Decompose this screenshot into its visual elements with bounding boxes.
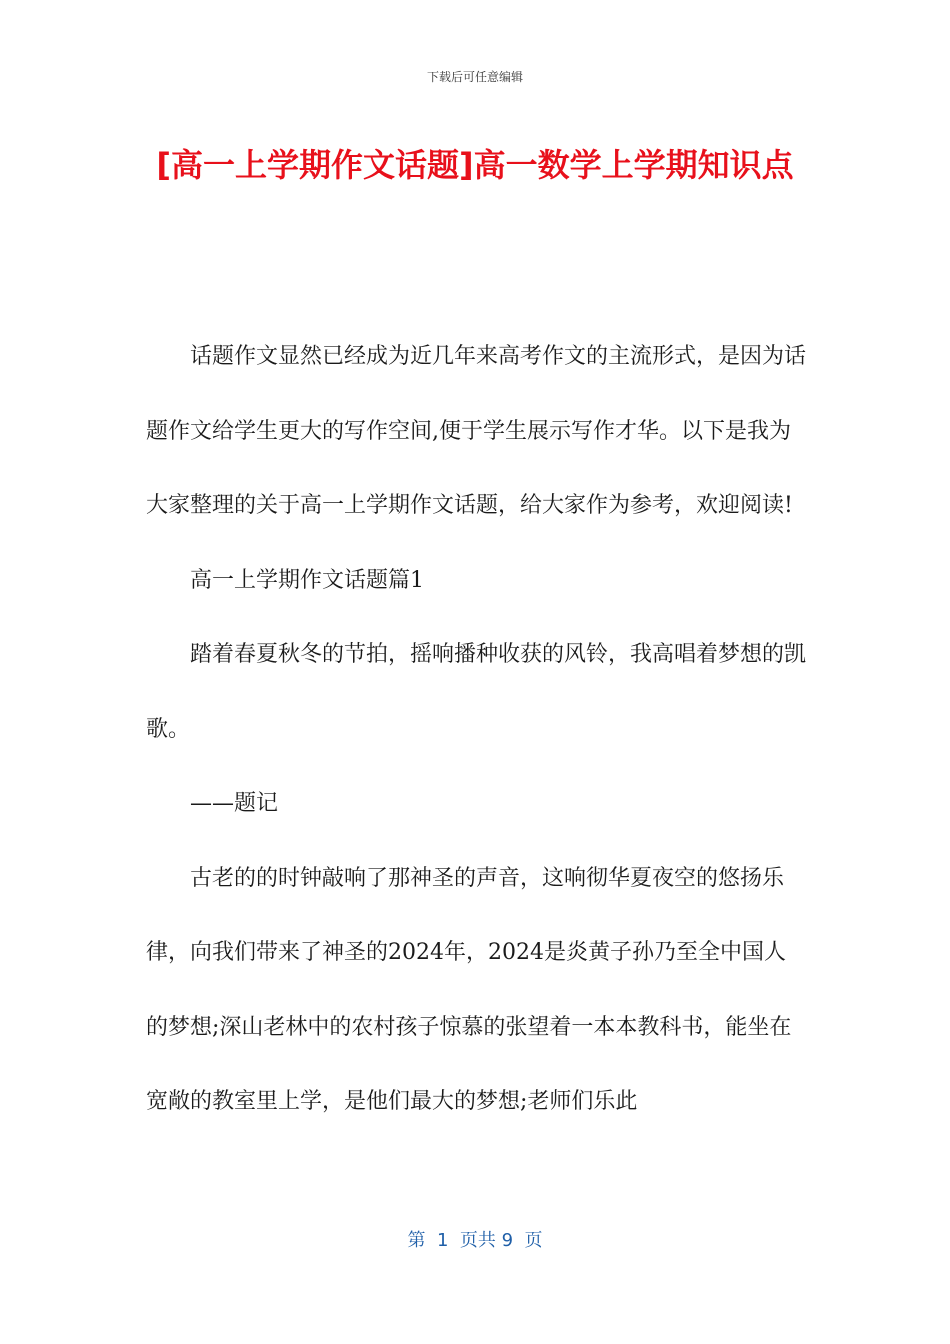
header-note: 下载后可任意编辑 [426,70,523,84]
document-body [146,320,806,1140]
page-number-footer: 第 1 页共 9 页 [407,1230,543,1251]
paragraph-body: 古老的的时钟敲响了那神圣的声音，这响彻华夏夜空的悠扬乐律，向我们带来了神圣的2024年，2024是炎黄子孙乃至全中国人的梦想;深山老林中的农村孩子惊慕的张望着一本本教科书，能坐在宽敞的教室里上学，是他们最大的梦想;老师们乐此 [146,865,792,1114]
paragraph-opening: 踏着春夏秋冬的节拍，摇响播种收获的风铃，我高唱着梦想的凯歌。 [146,642,807,742]
paragraph-epigraph: ——题记 [190,791,279,816]
paragraph-intro: 话题作文显然已经成为近几年来高考作文的主流形式，是因为话题作文给学生更大的写作空间,便于学生展示写作才华。以下是我为大家整理的关于高一上学期作文话题，给大家作为参考，欢迎阅读! [146,344,807,518]
document-title: [高一上学期作文话题]高一数学上学期知识点 [156,146,794,184]
paragraph-section-heading: 高一上学期作文话题篇1 [190,567,424,593]
